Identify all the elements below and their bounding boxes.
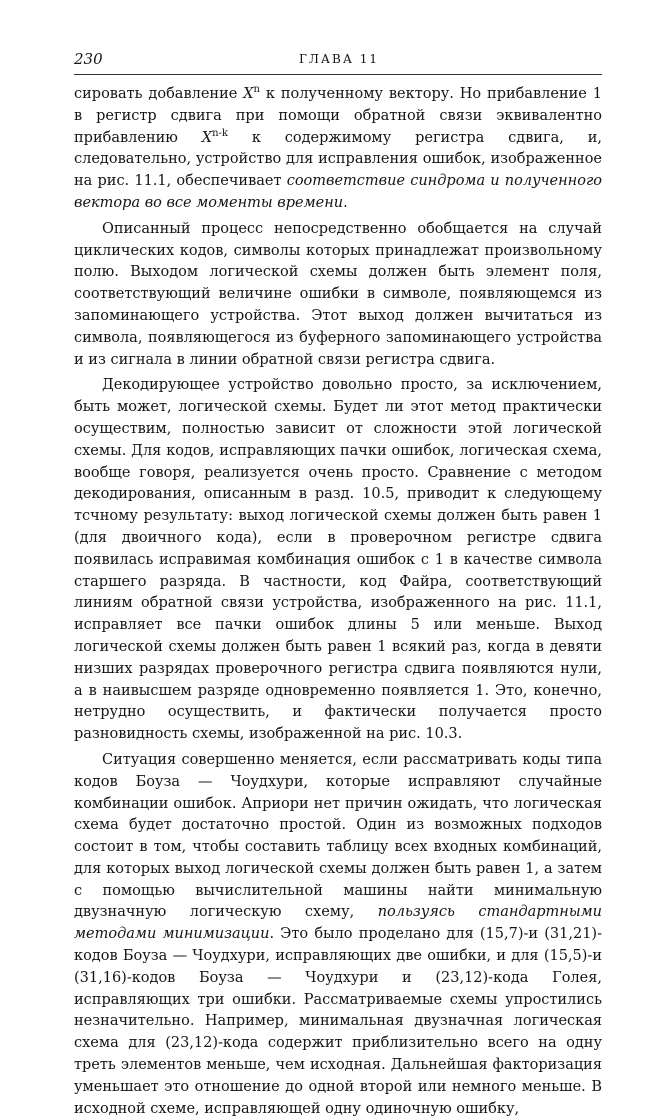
math-exponent-n: n (253, 84, 260, 96)
header-rule (74, 74, 602, 75)
emphasis-text: соответствие синдрома и полученного вектора во все моменты времени (74, 173, 603, 211)
emphasis-text: пользуясь стандартными методами минимизации (74, 904, 602, 943)
running-head: ГЛАВА 11 (298, 52, 380, 66)
paragraph-2: Описанный процесс непосредственно обобщается на случай циклических кодов, символы которых принадлежат произвольному полю. Выходом логической схемы должен быть элемент поля, соответствующий величине ошибки в символе, появляющемся из запоминающего устройства. Этот выход должен вычитаться из символа, появляющегося из буферного запоминающего устройства и из сигнала в линии обратной связи регистра сдвига. (74, 220, 602, 368)
paragraph-1: сировать добавление $X^n$ к полученному вектору. Но прибавление 1 в регистр сдвига при помощи обратной связи эквивалентно прибавлению $X^{n-k}$ к содержимому регистра сдвига, и, следовательно, устройство для исправления ошибок, изображенное на рис. 11.1, обеспечивает соответствие синдрома и полученного вектора во все моменты времени. (74, 84, 603, 211)
math-exponent-n-k: n-k (212, 127, 228, 139)
page-header (74, 50, 604, 72)
paragraph-3: Декодирующее устройство довольно просто, за исключением, быть может, логической схемы. Будет ли этот метод практически осуществим, полностью зависит от сложности этой логической схемы. Для кодов, исправляющих пачки ошибок, логическая схема, вообще говоря, реализуется очень просто. Сравнение с методом декодирования, описанным в разд. 10.5, приводит к следующему тсчному результату: выход логической схемы должен быть равен 1 (для двоичного кода), если в проверочном регистре сдвига появилась исправимая комбинация ошибок с 1 в качестве символа старшего разряда. В частности, код Файра, соответствующий линиям обратной связи устройства, изображенного на рис. 11.1, исправляет все пачки ошибок длины 5 или меньше. Выход логической схемы должен быть равен 1 всякий раз, когда в девяти низших разрядах проверочного регистра сдвига появляются нули, а в наивысшем разряде одновременно появляется 1. Это, конечно, нетрудно осуществить, и фактически получается просто разновидность схемы, изображенной на рис. 10.3. (74, 377, 602, 743)
math-variable-x: X (201, 129, 213, 146)
math-variable-x: X (243, 86, 254, 102)
paragraph-4: Ситуация совершенно меняется, если рассматривать коды типа кодов Боуза — Чоудхури, которые исправляют случайные комбинации ошибок. Априори нет причин ожидать, что логическая схема будет достаточно простой. Один из возможных подходов состоит в том, чтобы составить таблицу всех входных комбинаций, для которых выход логической схемы должен быть равен 1, а затем с помощью вычислительной машины найти минимальную двузначную логическую схему, пользуясь стандартными методами минимизации. Это было проделано для (15,7)-и (31,21)-кодов Боуза — Чоудхури, исправляющих две ошибки, и для (15,5)-и (31,16)-кодов Боуза — Чоудхури и (23,12)-кода Голея, исправляющих три ошибки. Рассматриваемые схемы упростились незначительно. Например, минимальная двузначная логическая схема для (23,12)-кода содержит приблизительно всего на одну треть элементов меньше, чем исходная. Дальнейшая факторизация уменьшает это отношение до одной второй или немного меньше. В исходной схеме, исправляющей одну одиночную ошибку, (74, 751, 602, 1117)
page-number: 230 (74, 50, 103, 68)
page-body (74, 84, 602, 1120)
